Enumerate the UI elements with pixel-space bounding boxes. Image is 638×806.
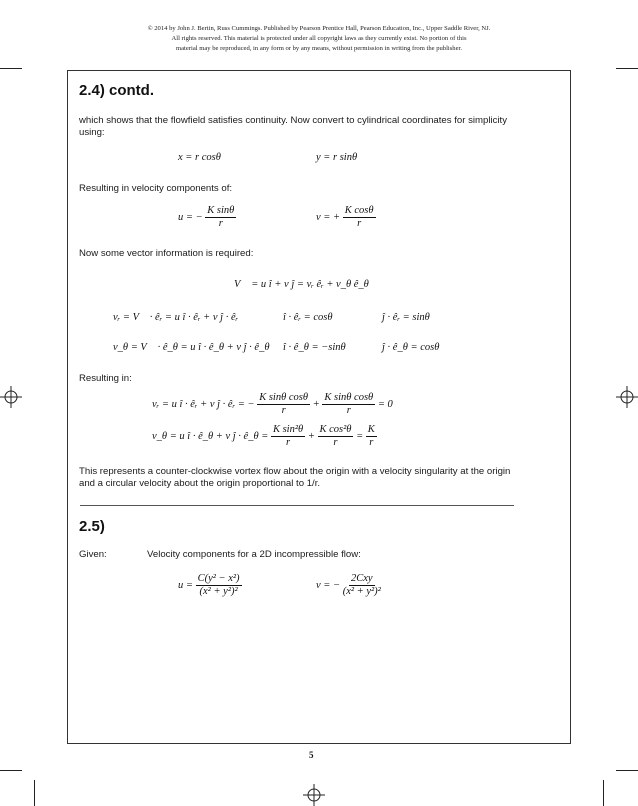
vr-result-rhs: = 0 [377, 398, 393, 410]
copyright-line-3: material may be reproduced, in any form or by any means, without permission in writing from the publisher. [175, 45, 463, 52]
registration-mark-right-icon [616, 386, 638, 408]
u-denominator: r [218, 218, 223, 229]
vtheta-fraction-3-den: r [369, 437, 374, 448]
u-given-fraction [196, 573, 242, 598]
registration-mark-left-icon [0, 386, 22, 408]
vtheta-fraction-3-num: K [367, 424, 375, 435]
equation-vtheta-dot: v_θ = V⃗ · ê_θ = u î · ê_θ + v ĵ · ê_θ [113, 342, 270, 353]
equation-vr-dot: vᵣ = V⃗ · êᵣ = u î · êᵣ + v ĵ · êᵣ [113, 312, 239, 323]
paragraph-continuity: which shows that the flowfield satisfies continuity. Now convert to cylindrical coordinates for simplicity using: [79, 115, 507, 138]
u-given-numerator: C(y² − x²) [197, 573, 240, 584]
crop-mark-left-top [0, 68, 22, 69]
equation-i-etheta: î · ê_θ = −sinθ [283, 342, 346, 353]
v-given-denominator: (x² + y²)² [342, 586, 381, 597]
u-given-lhs: u = [178, 579, 193, 591]
vr-result-lhs: vᵣ = u î · êᵣ + v ĵ · êᵣ = − [152, 398, 255, 410]
crop-mark-left-bottom [0, 770, 22, 771]
vr-fraction-2 [322, 392, 375, 417]
vtheta-fraction-2-den: r [333, 437, 338, 448]
vtheta-equals: = [356, 430, 364, 442]
equation-u-given [178, 573, 242, 598]
v-fraction [343, 205, 376, 230]
v-numerator: K cosθ [344, 205, 374, 216]
equation-y: y = r sinθ [316, 152, 358, 163]
vtheta-fraction-3 [366, 424, 377, 449]
paragraph-vector-info: Now some vector information is required: [79, 248, 254, 259]
equation-velocity-vector: V⃗ = u î + v ĵ = vᵣ êᵣ + v_θ ê_θ [234, 279, 369, 290]
equation-vr-result [152, 392, 393, 417]
vr-fraction-1-num: K sinθ cosθ [259, 392, 309, 403]
vr-fraction-1-den: r [281, 405, 286, 416]
crop-mark-bottom-right [603, 780, 604, 806]
u-lhs: u = − [178, 211, 203, 223]
copyright-line-2: All rights reserved. This material is protected under all copyright laws as they currently exist. No portion of this [171, 35, 467, 42]
vtheta-plus: + [307, 430, 315, 442]
crop-mark-bottom-left [34, 780, 35, 806]
v-denominator: r [357, 218, 362, 229]
equation-i-er: î · êᵣ = cosθ [283, 312, 333, 323]
given-label: Given: [79, 549, 107, 560]
equation-u [178, 205, 236, 230]
vtheta-fraction-1 [271, 424, 305, 449]
paragraph-velocity-components: Resulting in velocity components of: [79, 183, 233, 194]
section-heading-2-5: 2.5) [79, 518, 105, 535]
vtheta-result-lhs: v_θ = u î · ê_θ + v ĵ · ê_θ = [152, 430, 269, 442]
section-divider [80, 505, 514, 506]
v-given-fraction [343, 573, 381, 598]
crop-mark-right-bottom [616, 770, 638, 771]
crop-mark-right-top [616, 68, 638, 69]
paragraph-vortex-conclusion: This represents a counter-clockwise vortex flow about the origin with a velocity singularity at the origin and a circular velocity about the origin proportional to 1/r. [79, 466, 511, 489]
equation-v [316, 205, 376, 230]
vr-fraction-1 [257, 392, 310, 417]
equation-j-etheta: ĵ · ê_θ = cosθ [382, 342, 440, 353]
page-number: 5 [309, 750, 314, 760]
vtheta-fraction-1-num: K sin²θ [272, 424, 304, 435]
u-numerator: K sinθ [207, 205, 235, 216]
vtheta-fraction-1-den: r [286, 437, 291, 448]
vr-fraction-2-den: r [346, 405, 351, 416]
u-fraction [205, 205, 236, 230]
registration-mark-bottom-icon [303, 784, 325, 806]
v-lhs: v = + [316, 211, 341, 223]
u-given-denominator: (x² + y²)² [199, 586, 238, 597]
given-text: Velocity components for a 2D incompressible flow: [147, 549, 361, 560]
equation-vtheta-result [152, 424, 377, 449]
v-given-numerator: 2Cxy [350, 573, 373, 584]
paragraph-resulting-in: Resulting in: [79, 373, 132, 384]
vtheta-fraction-2-num: K cos²θ [319, 424, 352, 435]
vr-fraction-2-num: K sinθ cosθ [324, 392, 374, 403]
copyright-line-1: © 2014 by John J. Bertin, Russ Cummings. Published by Pearson Prentice Hall, Pearson Education, Inc., Upper Saddle River, NJ. [147, 25, 491, 32]
equation-v-given [316, 573, 381, 598]
vr-plus: + [312, 398, 320, 410]
equation-x: x = r cosθ [178, 152, 221, 163]
vtheta-fraction-2 [318, 424, 354, 449]
equation-j-er: ĵ · êᵣ = sinθ [382, 312, 430, 323]
section-heading-2-4: 2.4) contd. [79, 82, 155, 99]
v-given-lhs: v = − [316, 579, 341, 591]
copyright-notice [80, 24, 558, 54]
